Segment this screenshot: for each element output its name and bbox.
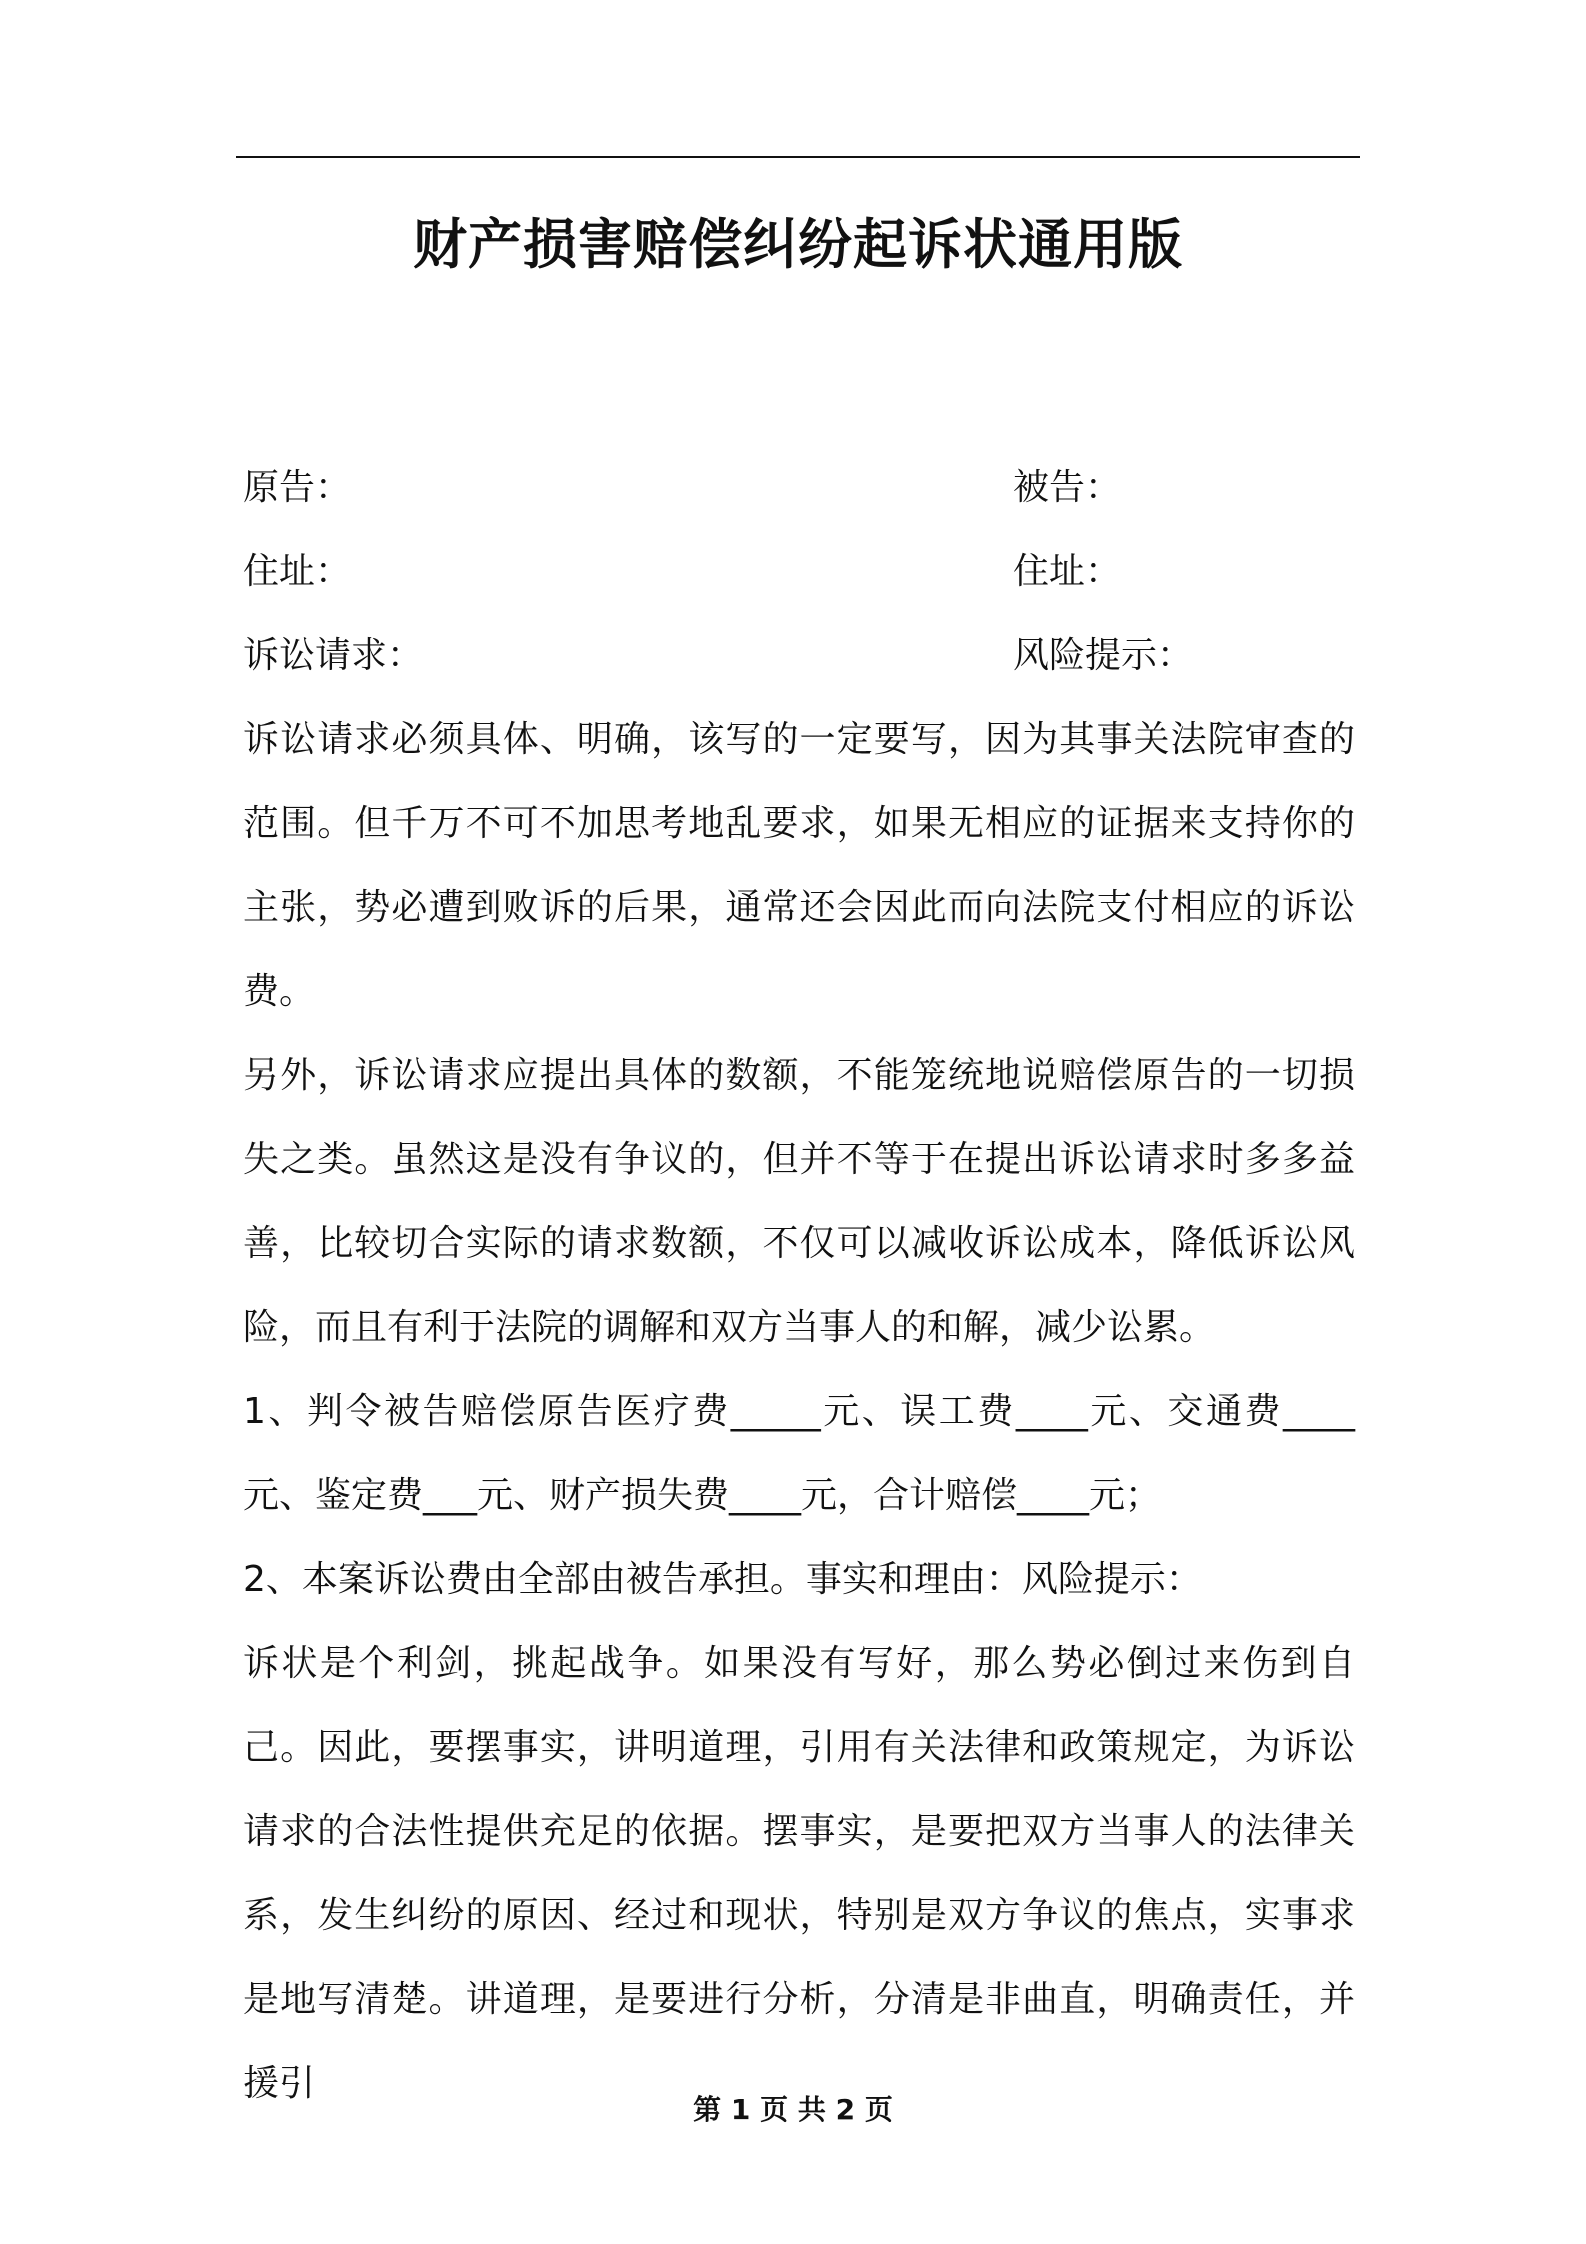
paragraph-claim-item-2: 2、本案诉讼费由全部由被告承担。事实和理由：风险提示： — [243, 1559, 1202, 1600]
field-row-claims — [243, 614, 1355, 698]
page-number: 第 1 页 共 2 页 — [693, 2093, 893, 2126]
claims-label: 诉讼请求： — [243, 635, 424, 676]
paragraph-facts-reasons: 诉状是个利剑，挑起战争。如果没有写好，那么势必倒过来伤到自己。因此，要摆事实，讲明道理，引用有关法律和政策规定，为诉讼请求的合法性提供充足的依据。摆事实，是要把双方当事人的法律关系，发生纠纷的原因、经过和现状，特别是双方争议的焦点，实事求是地写清楚。讲道理，是要进行分析，分清是非曲直，明确责任，并援引 — [243, 1643, 1355, 2104]
paragraph-claim-item-1: 1、判令被告赔偿原告医疗费_____元、误工费____元、交通费____元、鉴定费___元、财产损失费____元，合计赔偿____元； — [243, 1391, 1355, 1516]
document-body — [243, 698, 1355, 2126]
field-row-plaintiff — [243, 446, 1355, 530]
plaintiff-label: 原告： — [243, 467, 352, 508]
risk-notice-label: 风险提示： — [1013, 635, 1194, 676]
party-fields — [243, 446, 1355, 698]
field-row-address — [243, 530, 1355, 614]
paragraph-amount-guidance: 另外，诉讼请求应提出具体的数额，不能笼统地说赔偿原告的一切损失之类。虽然这是没有争议的，但并不等于在提出诉讼请求时多多益善，比较切合实际的请求数额，不仅可以减收诉讼成本，降低诉讼风险，而且有利于法院的调解和双方当事人的和解，减少讼累。 — [243, 1055, 1355, 1348]
defendant-address-label: 住址： — [1013, 551, 1122, 592]
header-rule — [236, 156, 1360, 158]
plaintiff-address-label: 住址： — [243, 551, 352, 592]
paragraph-claims-guidance: 诉讼请求必须具体、明确，该写的一定要写，因为其事关法院审查的范围。但千万不可不加思考地乱要求，如果无相应的证据来支持你的主张，势必遭到败诉的后果，通常还会因此而向法院支付相应的诉讼费。 — [243, 719, 1355, 1012]
document-title: 财产损害赔偿纠纷起诉状通用版 — [413, 213, 1183, 276]
defendant-label: 被告： — [1013, 467, 1122, 508]
